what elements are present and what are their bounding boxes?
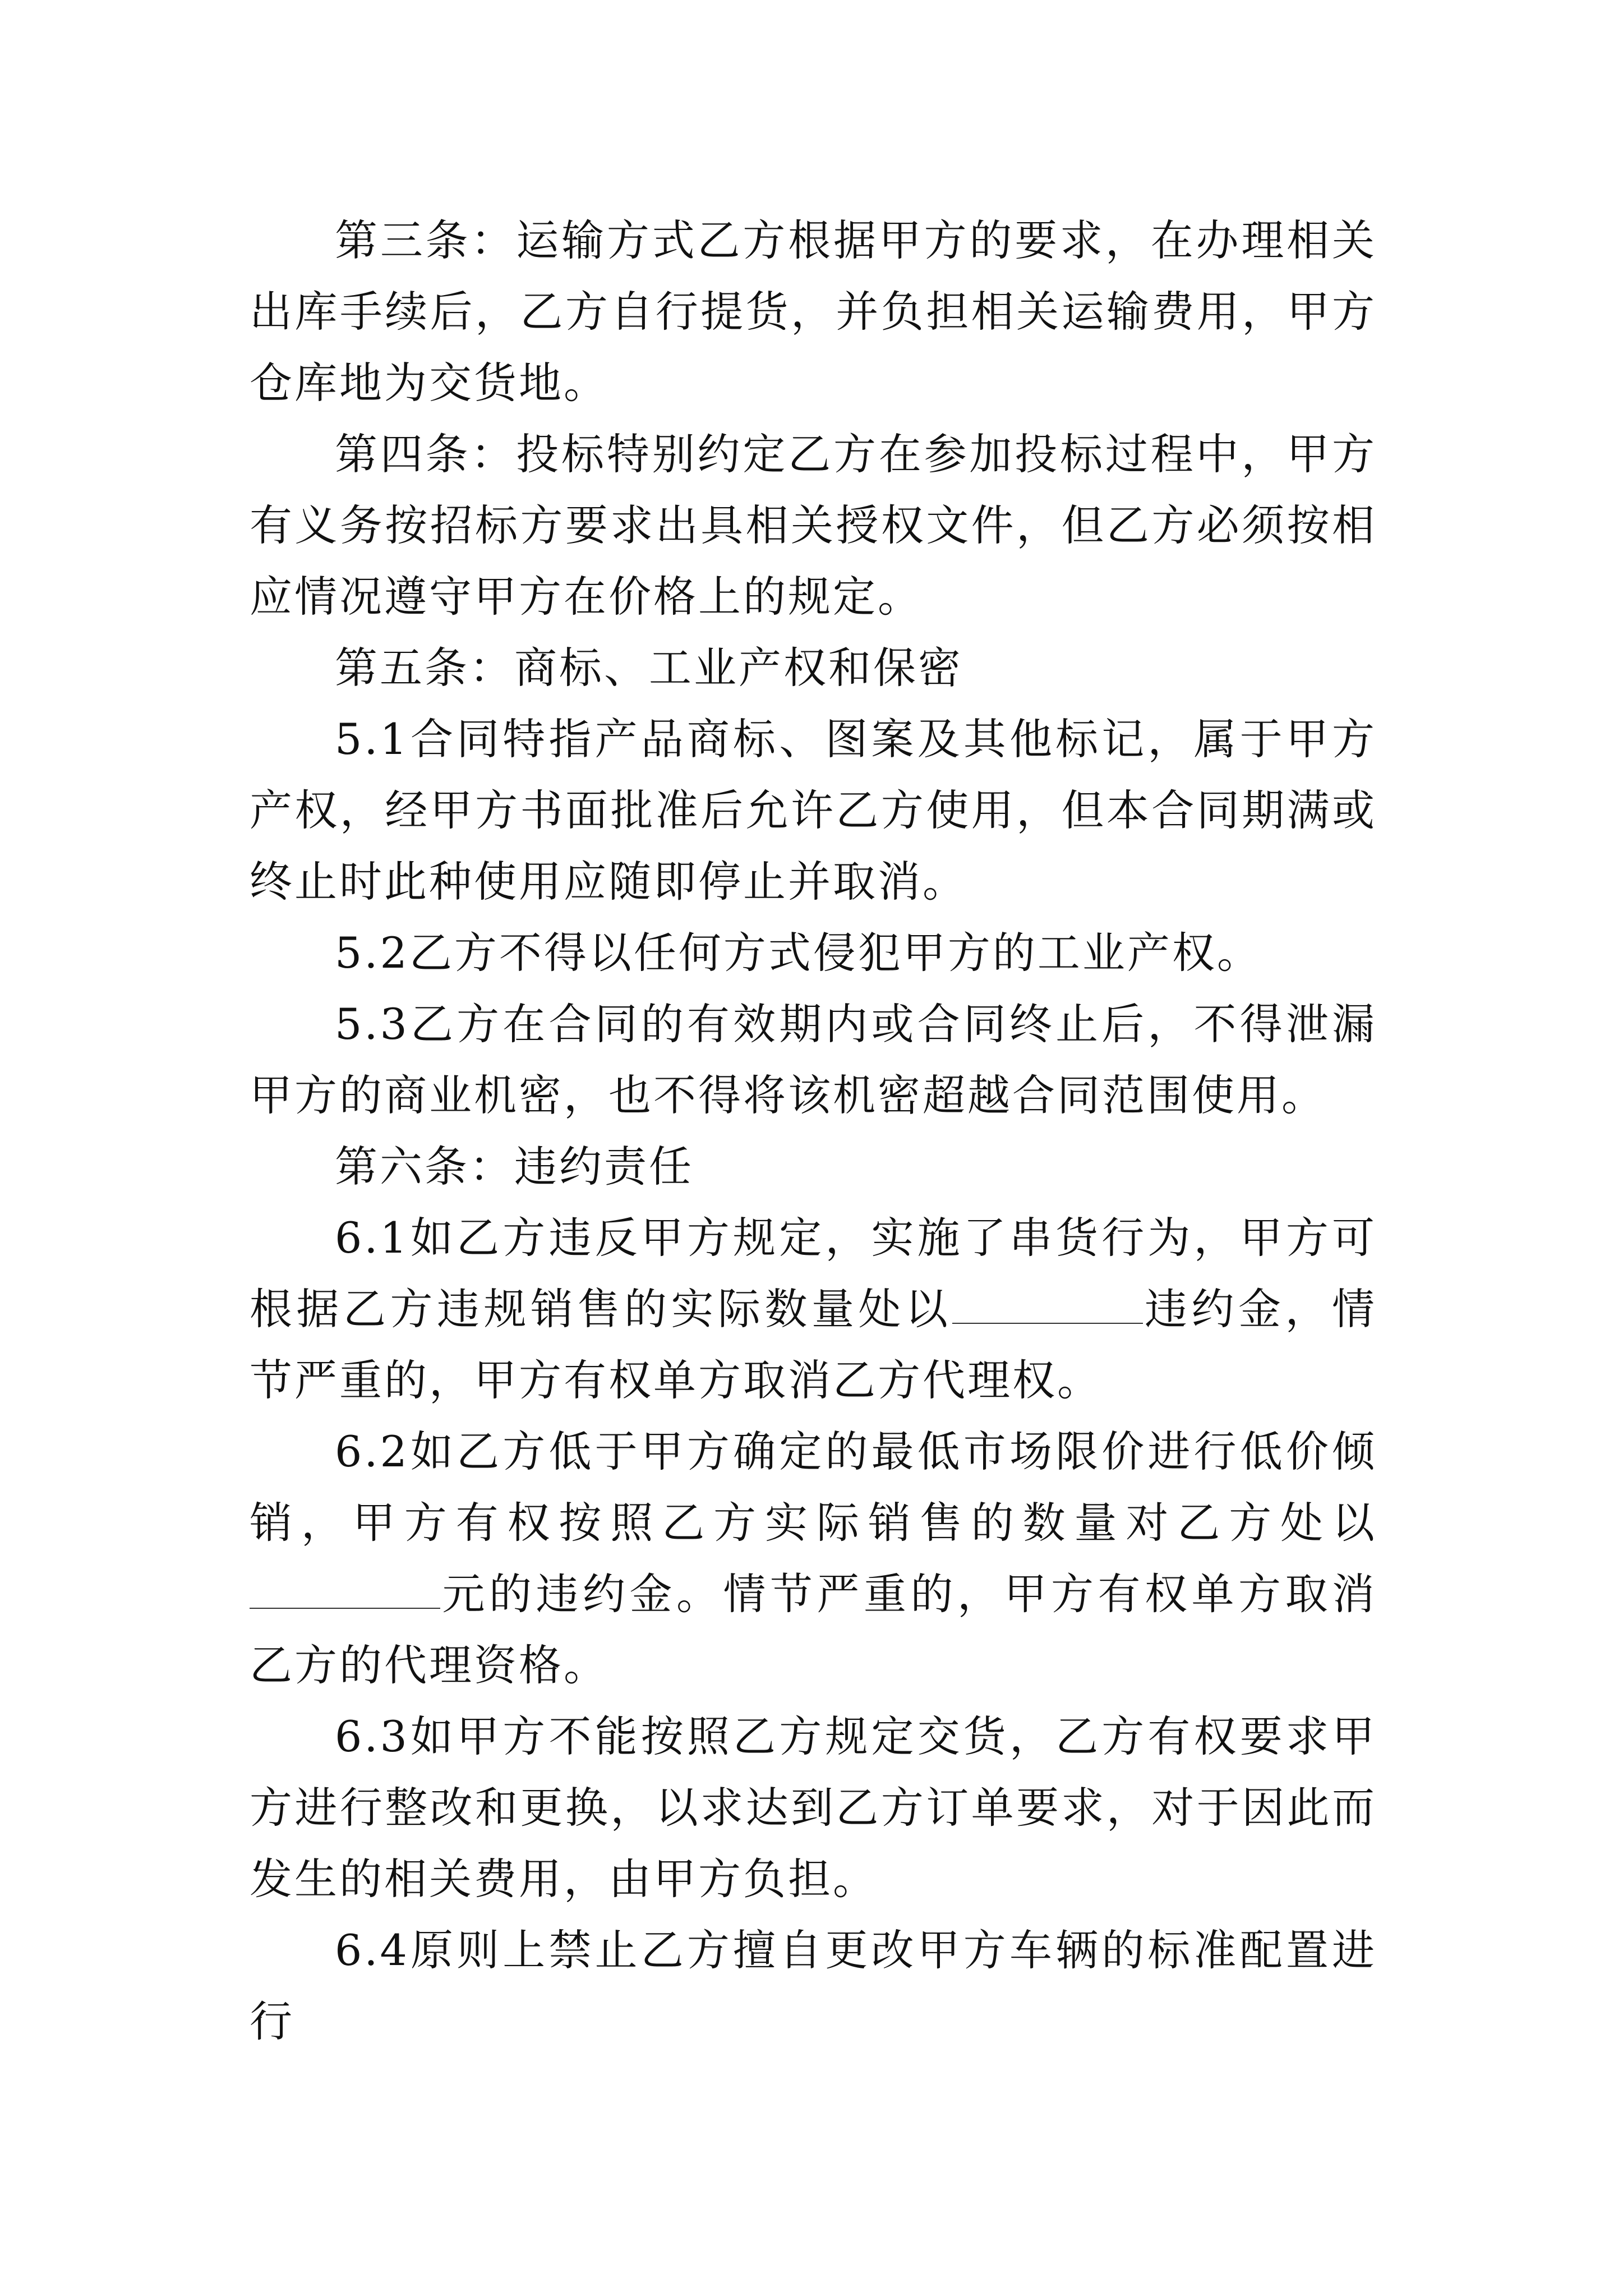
- article-4: 第四条：投标特别约定乙方在参加投标过程中，甲方有义务按招标方要求出具相关授权文件，但乙方必须按相应情况遵守甲方在价格上的规定。: [250, 429, 1377, 622]
- clause-6-2-text-start: 6.2如乙方低于甲方确定的最低市场限价进行低价倾销，甲方有权按照乙方实际销售的数量对乙方处以: [250, 1427, 1377, 1548]
- clause-5-1: 5.1合同特指产品商标、图案及其他标记，属于甲方产权，经甲方书面批准后允许乙方使用，但本合同期满或终止时此种使用应随即停止并取消。: [250, 714, 1377, 907]
- fill-in-blank[interactable]: [952, 1282, 1143, 1324]
- clause-6-2: [250, 1416, 1377, 1701]
- article-6-title: 第六条：违约责任: [335, 1142, 694, 1191]
- clause-6-1: [250, 1202, 1377, 1416]
- clause-6-1-text-start: 6.1如乙方违反甲方规定，实施了串货行为，甲方可根据乙方违规销售的实际数量处以: [250, 1213, 1377, 1334]
- article-3: 第三条：运输方式乙方根据甲方的要求，在办理相关出库手续后，乙方自行提货，并负担相关运输费用，甲方仓库地为交货地。: [250, 215, 1377, 408]
- clause-6-3: 6.3如甲方不能按照乙方规定交货，乙方有权要求甲方进行整改和更换，以求达到乙方订单要求，对于因此而发生的相关费用，由甲方负担。: [250, 1711, 1377, 1904]
- clause-6-1-text-end: 违约金，情节严重的，甲方有权单方取消乙方代理权。: [250, 1284, 1377, 1405]
- clause-5-2: 5.2乙方不得以任何方式侵犯甲方的工业产权。: [335, 928, 1262, 978]
- clause-6-2-text-end: 元的违约金。情节严重的，甲方有权单方取消乙方的代理资格。: [250, 1569, 1377, 1690]
- clause-6-4: 6.4原则上禁止乙方擅自更改甲方车辆的标准配置进行: [250, 1925, 1377, 2046]
- article-5-title: 第五条：商标、工业产权和保密: [335, 643, 963, 693]
- fill-in-blank[interactable]: [250, 1567, 440, 1609]
- clause-5-3: 5.3乙方在合同的有效期内或合同终止后，不得泄漏甲方的商业机密，也不得将该机密超越合同范围使用。: [250, 999, 1377, 1120]
- document-body: [250, 205, 1377, 2057]
